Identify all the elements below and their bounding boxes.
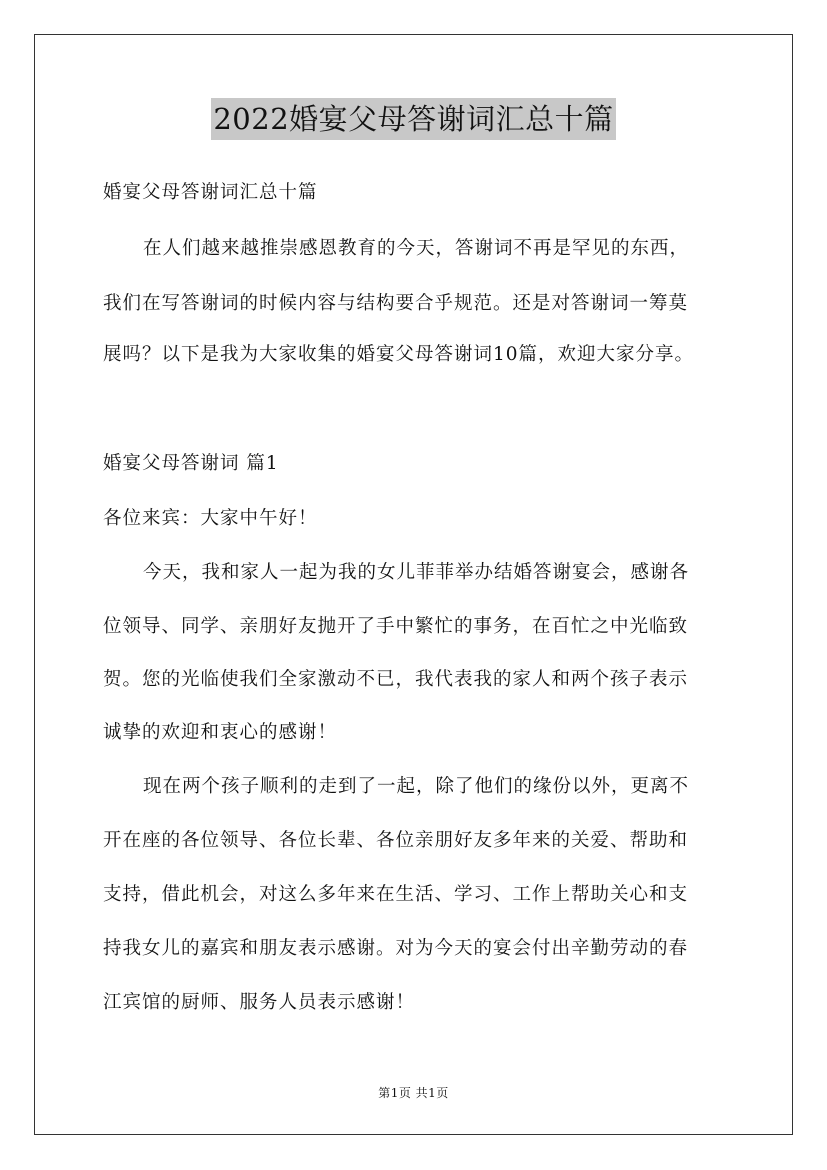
document-title — [0, 98, 827, 140]
para1-line-3: 贺。您的光临使我们全家激动不已，我代表我的家人和两个孩子表示 — [103, 669, 689, 690]
greeting: 各位来宾：大家中午好！ — [103, 508, 318, 529]
para2-line-5: 江宾馆的厨师、服务人员表示感谢！ — [103, 992, 416, 1013]
para2-line-2: 开在座的各位领导、各位长辈、各位亲朋好友多年来的关爱、帮助和 — [103, 830, 689, 851]
document-title-text: 2022婚宴父母答谢词汇总十篇 — [211, 98, 615, 140]
para2-line-4: 持我女儿的嘉宾和朋友表示感谢。对为今天的宴会付出辛勤劳动的春 — [103, 938, 689, 959]
para2-line-3: 支持，借此机会，对这么多年来在生活、学习、工作上帮助关心和支 — [103, 884, 689, 905]
intro-line-2: 我们在写答谢词的时候内容与结构要合乎规范。还是对答谢词一筹莫 — [103, 293, 689, 314]
section-heading: 婚宴父母答谢词 篇1 — [103, 453, 279, 474]
intro-line-1: 在人们越来越推崇感恩教育的今天，答谢词不再是罕见的东西， — [143, 238, 690, 259]
para1-line-1: 今天，我和家人一起为我的女儿菲菲举办结婚答谢宴会，感谢各 — [143, 562, 690, 583]
subtitle: 婚宴父母答谢词汇总十篇 — [103, 182, 318, 203]
para2-line-1: 现在两个孩子顺利的走到了一起，除了他们的缘份以外，更离不 — [143, 776, 690, 797]
page-footer: 第1页 共1页 — [378, 1086, 449, 1100]
para1-line-2: 位领导、同学、亲朋好友抛开了手中繁忙的事务，在百忙之中光临致 — [103, 616, 689, 637]
para1-line-4: 诚挚的欢迎和衷心的感谢！ — [103, 722, 338, 743]
intro-line-3: 展吗？以下是我为大家收集的婚宴父母答谢词10篇，欢迎大家分享。 — [103, 344, 695, 365]
